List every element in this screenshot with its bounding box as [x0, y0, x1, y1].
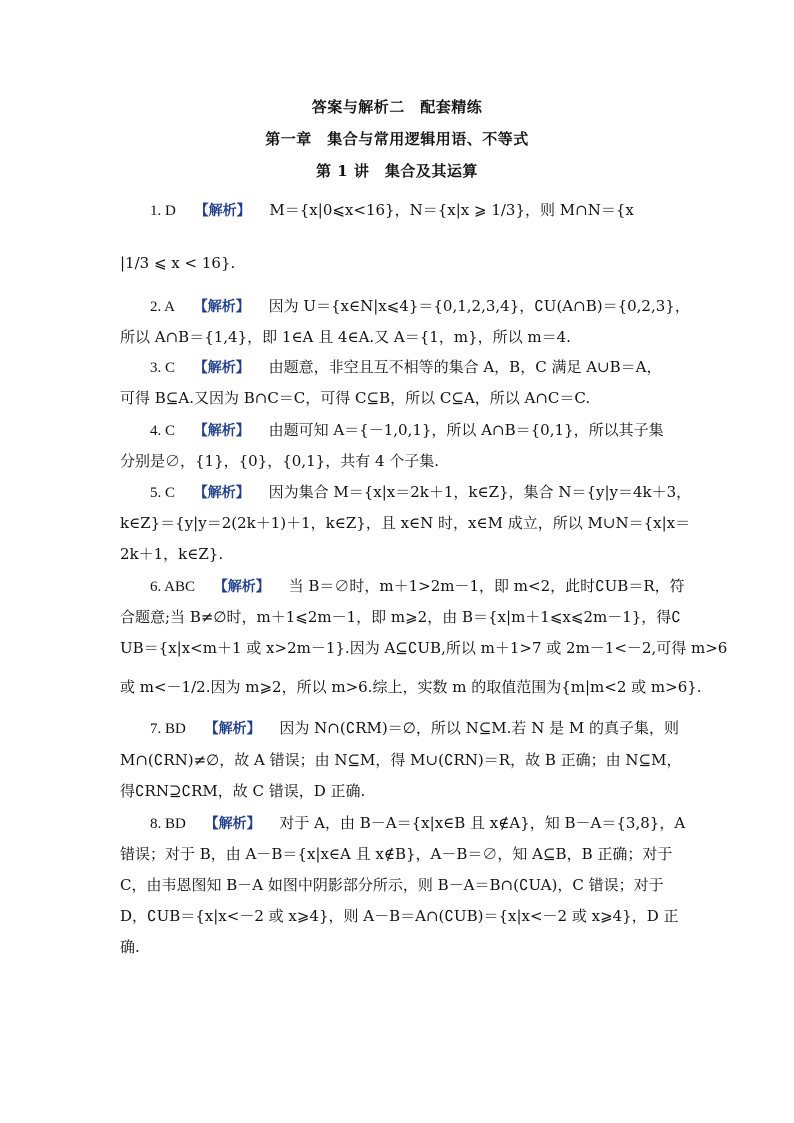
answer-line [150, 200, 680, 221]
analysis-tag: 【解析】 [193, 299, 250, 315]
analysis-tag: 【解析】 [194, 203, 251, 219]
answer-text: 因为 U＝{x∈N|x⩽4}＝{0,1,2,3,4}，∁U(A∩B)＝{0,2,3}， [268, 297, 690, 315]
answer-text: 由题可知 A＝{－1,0,1}，所以 A∩B＝{0,1}，所以其子集 [268, 421, 664, 439]
answer-line [150, 296, 690, 317]
analysis-tag: 【解析】 [193, 423, 250, 439]
answer-line: 或 m<－1/2.因为 m⩾2，所以 m>6.综上，实数 m 的取值范围为{m|m<2 或 m>6}. [120, 678, 702, 696]
answer-line: UB＝{x|x<m＋1 或 x>2m－1}.因为 A⊆∁UB,所以 m＋1>7 或 2m－1<－2,可得 m>6 [120, 639, 728, 657]
answer-text: 对于 A，由 B－A＝{x|x∈B 且 x∉A}，知 B－A＝{3,8}，A [279, 814, 686, 832]
answer-line: C，由韦恩图知 B－A 如图中阴影部分所示，则 B－A＝B∩(∁UA)，C 错误；对于 [120, 876, 664, 894]
answer-line: k∈Z}＝{y|y＝2(2k＋1)＋1，k∈Z}，且 x∈N 时，x∈M 成立，所以 M∪N＝{x|x＝ [120, 514, 691, 532]
answer-line: 分别是∅，{1}，{0}，{0,1}，共有 4 个子集. [120, 452, 440, 470]
analysis-tag: 【解析】 [204, 816, 261, 832]
answer-line [150, 718, 680, 739]
answer-line: 得∁RN⊇∁RM，故 C 错误，D 正确. [120, 782, 366, 800]
question-number: 2. A [150, 299, 176, 315]
analysis-tag: 【解析】 [193, 360, 250, 376]
answer-text: 因为集合 M＝{x|x＝2k＋1，k∈Z}，集合 N＝{y|y＝4k＋3， [268, 483, 692, 501]
answer-text: 由题意，非空且互不相等的集合 A，B，C 满足 A∪B＝A， [268, 358, 662, 376]
question-number: 3. C [150, 360, 176, 376]
answer-line [150, 357, 680, 378]
answer-line: D，∁UB＝{x|x<－2 或 x⩾4}，则 A－B＝A∩(∁UB)＝{x|x<－2 或 x⩾4}，D 正 [120, 907, 679, 925]
analysis-tag: 【解析】 [213, 579, 270, 595]
answer-line: 确. [120, 938, 140, 956]
answer-line [150, 482, 692, 503]
answer-line: M∩(∁RN)≠∅，故 A 错误；由 N⊆M，得 M∪(∁RN)＝R，故 B 正确；由 N⊆M， [120, 751, 682, 769]
answer-line: 合题意;当 B≠∅时，m＋1⩽2m－1，即 m⩾2，由 B＝{x|m＋1⩽x⩽2m－1}，得∁ [120, 608, 681, 626]
answer-line: 2k＋1，k∈Z}. [120, 545, 224, 563]
answer-line: |1/3 ⩽ x < 16}. [120, 254, 236, 272]
question-number: 5. C [150, 485, 176, 501]
answer-text: M＝{x|0⩽x<16}，N＝{x|x ⩾ 1/3}，则 M∩N＝{x [269, 201, 634, 219]
answer-line [150, 420, 680, 441]
answer-text: 因为 N∩(∁RM)＝∅，所以 N⊆M.若 N 是 M 的真子集，则 [279, 719, 679, 737]
question-number: 7. BD [150, 721, 186, 737]
answer-line [150, 813, 686, 834]
analysis-tag: 【解析】 [204, 721, 261, 737]
page-title: 答案与解析二 配套精练 [311, 98, 483, 116]
question-number: 4. C [150, 423, 176, 439]
answer-line: 可得 B⊆A.又因为 B∩C＝C，可得 C⊆B，所以 C⊆A，所以 A∩C＝C. [120, 389, 591, 407]
answer-line [150, 576, 685, 597]
analysis-tag: 【解析】 [193, 485, 250, 501]
answer-line: 错误；对于 B，由 A－B＝{x|x∈A 且 x∉B}，A－B＝∅，知 A⊆B，B 正确；对于 [120, 845, 673, 863]
question-number: 6. ABC [150, 579, 196, 595]
answer-text: 当 B＝∅时，m＋1>2m－1，即 m<2，此时∁UB＝R，符 [288, 577, 685, 595]
chapter-heading: 第一章 集合与常用逻辑用语、不等式 [265, 130, 529, 148]
lesson-heading: 第 1 讲 集合及其运算 [316, 162, 478, 180]
question-number: 8. BD [150, 816, 186, 832]
answer-line: 所以 A∩B＝{1,4}，即 1∈A 且 4∈A.又 A＝{1，m}，所以 m＝4. [120, 328, 571, 346]
question-number: 1. D [150, 203, 176, 219]
